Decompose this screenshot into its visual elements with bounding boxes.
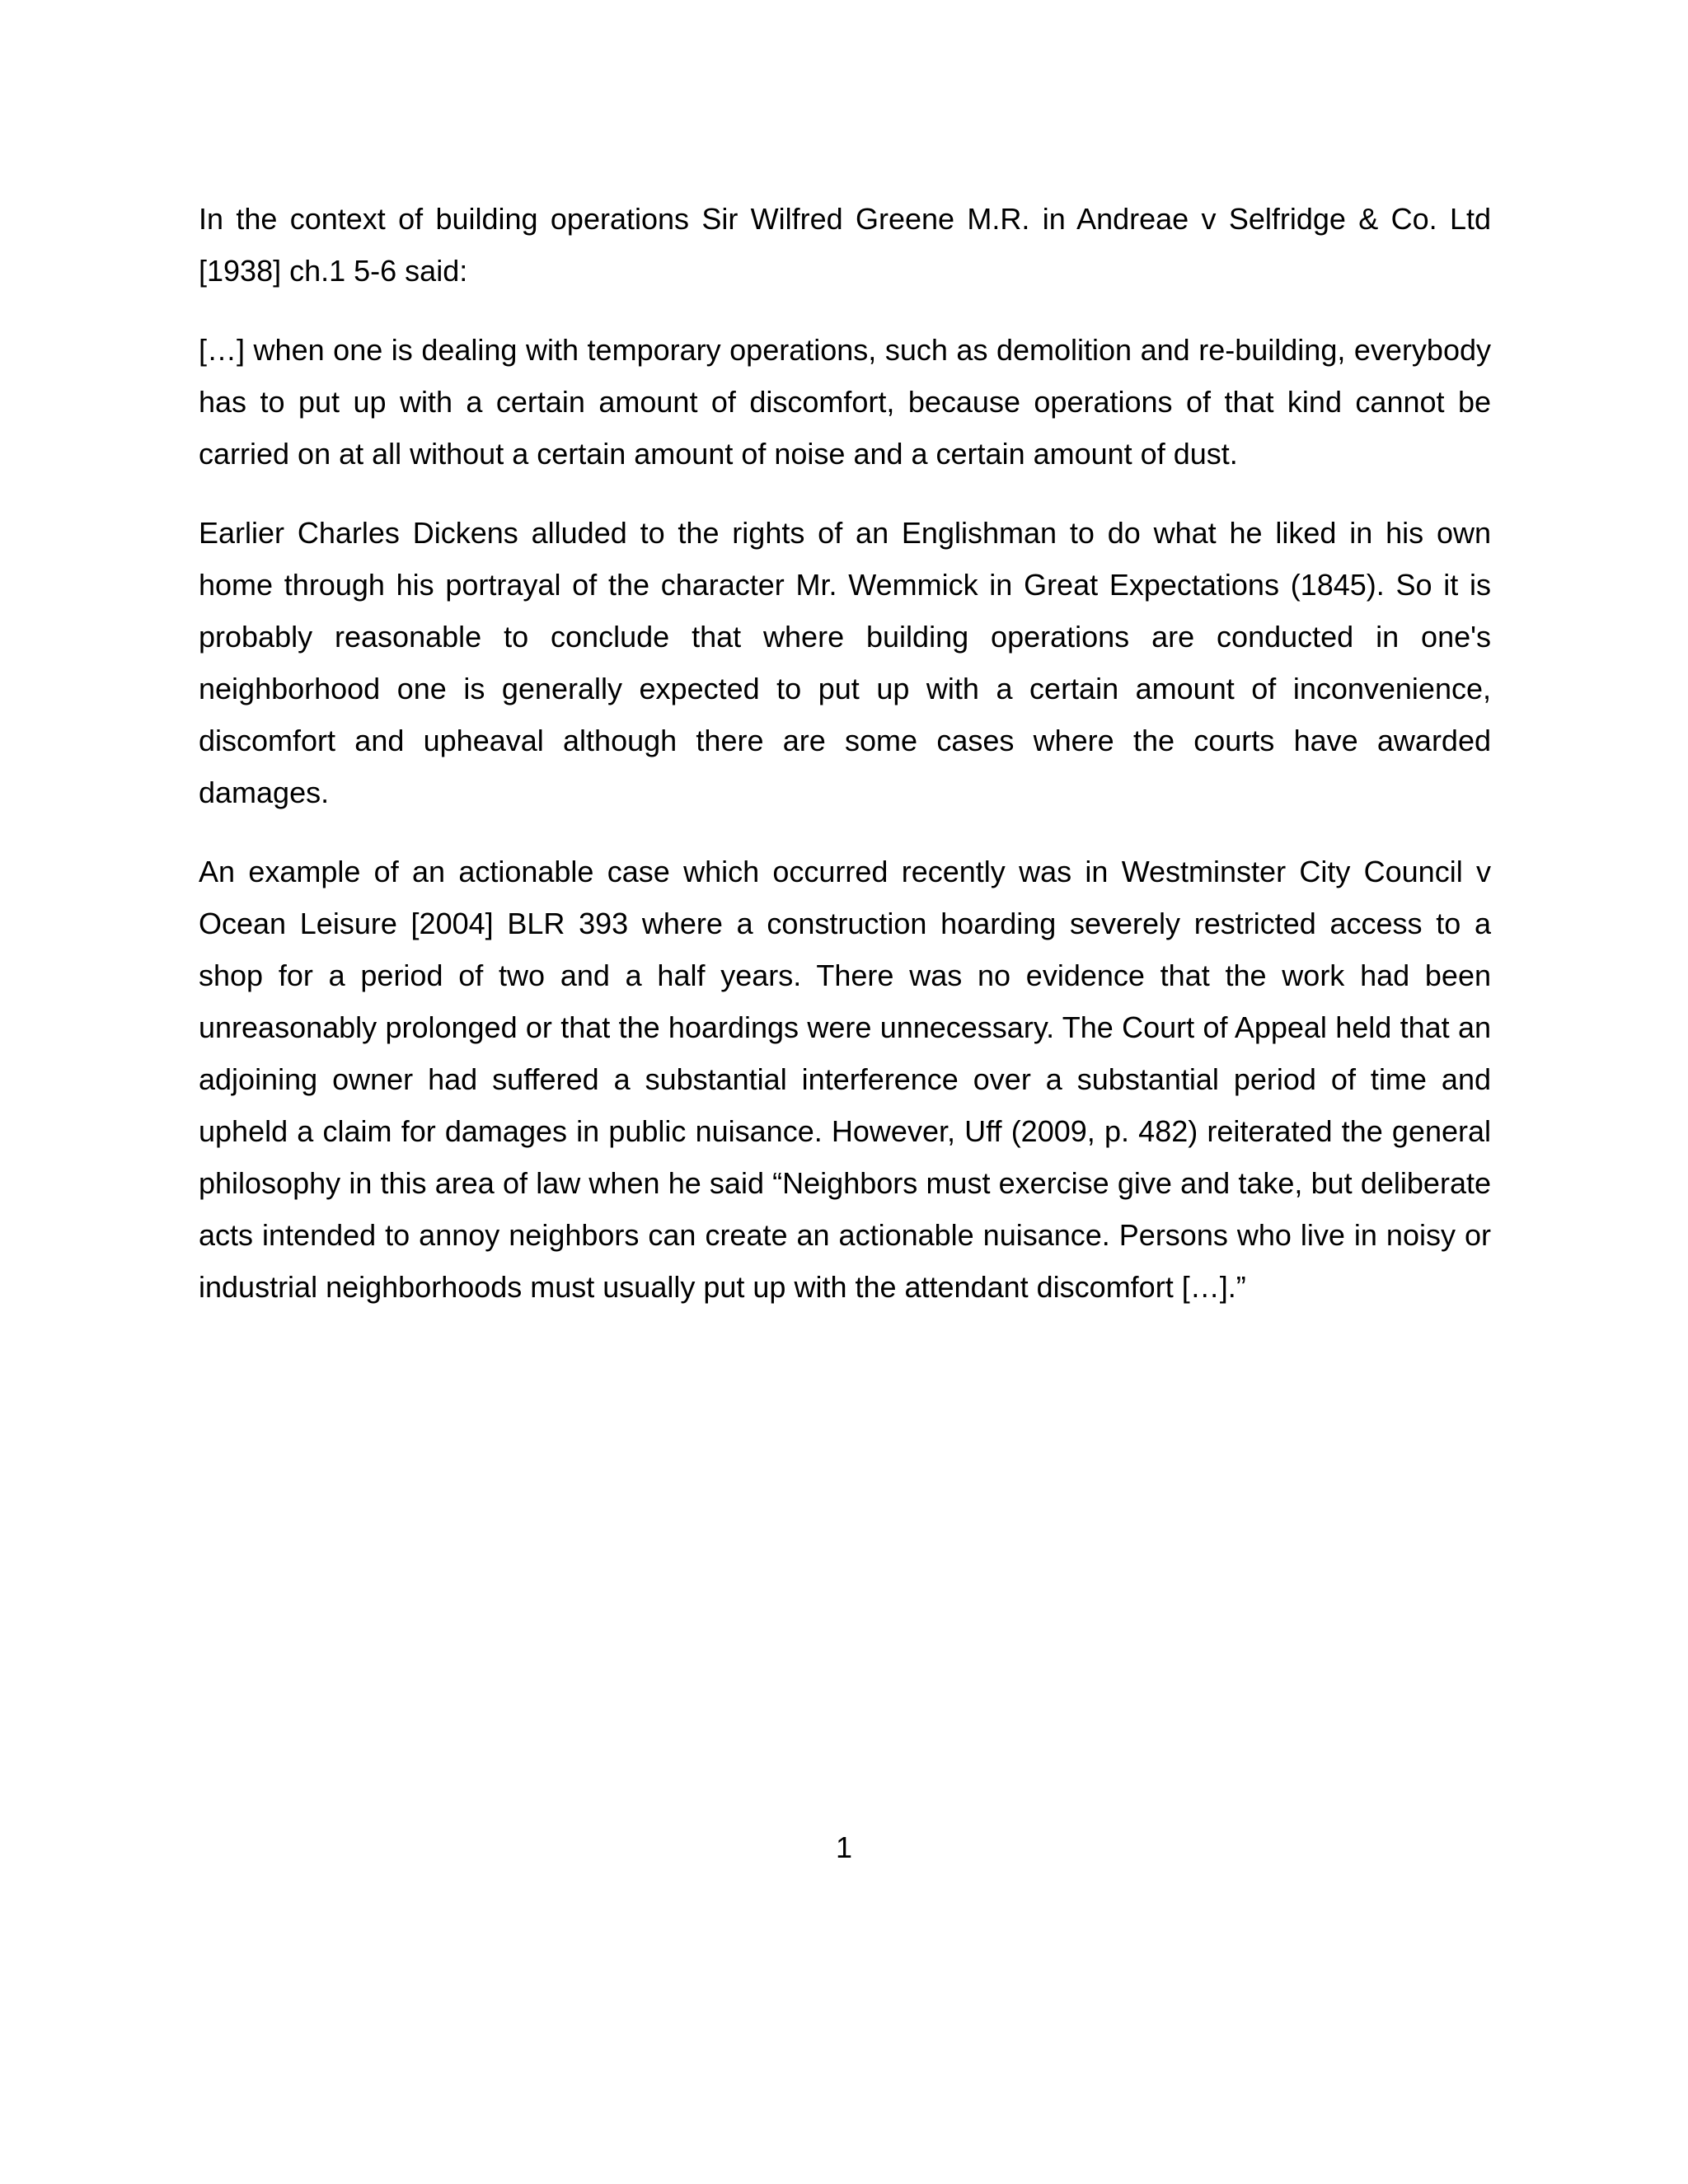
paragraph-intro: In the context of building operations Sir Wilfred Greene M.R. in Andreae v Selfridge & Co. Ltd [1938] ch.1 5-6 said: bbox=[199, 202, 1491, 288]
page-body bbox=[199, 193, 1491, 1340]
paragraph-quote: […] when one is dealing with temporary operations, such as demolition and re-building, everybody has to put up with a certain amount of discomfort, because operations of that kind cannot be carried on at all without a certain amount of noise and a certain amount of dust. bbox=[199, 333, 1491, 471]
page-number: 1 bbox=[835, 1830, 853, 1864]
paragraph-dickens: Earlier Charles Dickens alluded to the rights of an Englishman to do what he liked in his own home through his portrayal of the character Mr. Wemmick in Great Expectations (1845). So it is probably reasonable to conclude that where building operations are conducted in one's neighborhood one is generally expected to put up with a certain amount of inconvenience, discomfort and upheaval although there are some cases where the courts have awarded damages. bbox=[199, 516, 1491, 809]
paragraph-example: An example of an actionable case which occurred recently was in Westminster City Council v Ocean Leisure [2004] BLR 393 where a construction hoarding severely restricted access to a shop for a period of two and a half years. There was no evidence that the work had been unreasonably prolonged or that the hoardings were unnecessary. The Court of Appeal held that an adjoining owner had suffered a substantial interference over a substantial period of time and upheld a claim for damages in public nuisance. However, Uff (2009, p. 482) reiterated the general philosophy in this area of law when he said “Neighbors must exercise give and take, but deliberate acts intended to annoy neighbors can create an actionable nuisance. Persons who live in noisy or industrial neighborhoods must usually put up with the attendant discomfort […].” bbox=[199, 855, 1491, 1304]
